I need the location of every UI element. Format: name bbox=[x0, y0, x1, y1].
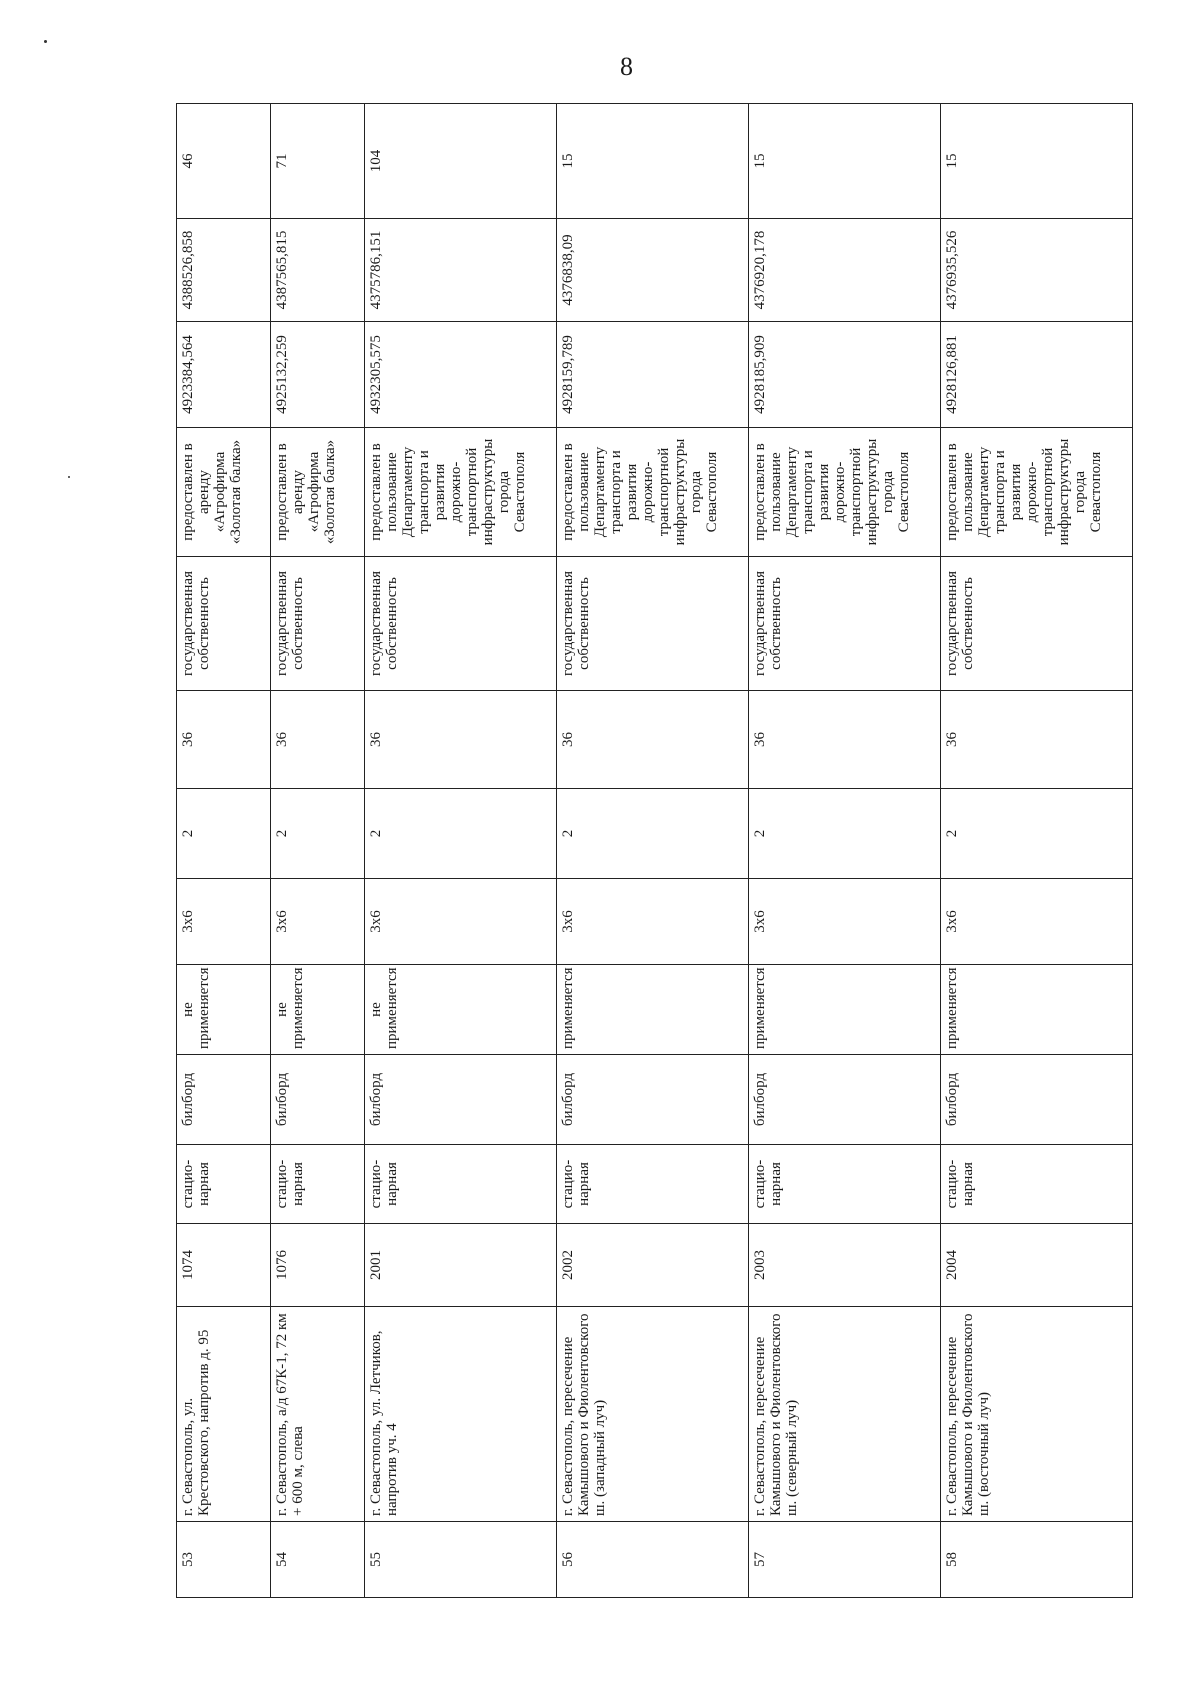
size-cell: 3х6 bbox=[557, 879, 749, 965]
status-cell: предоставлен в пользование Департаменту транспорта и развития дорожно-транспортной инфраструктуры города Севастополя bbox=[557, 428, 749, 557]
structure-code-cell: 2001 bbox=[365, 1224, 557, 1307]
lighting-cell: применяется bbox=[941, 965, 1133, 1055]
structure-type-cell: билборд bbox=[271, 1055, 365, 1145]
structure-code-cell: 2002 bbox=[557, 1224, 749, 1307]
area-cell: 36 bbox=[177, 691, 271, 789]
row-number-cell: 53 bbox=[177, 1522, 271, 1598]
coordinate-y-cell: 4387565,815 bbox=[271, 219, 365, 322]
coordinate-y-cell: 4388526,858 bbox=[177, 219, 271, 322]
ownership-cell: государственная собственность bbox=[365, 557, 557, 691]
sides-count-cell: 2 bbox=[749, 789, 941, 879]
ownership-cell: государственная собственность bbox=[177, 557, 271, 691]
structure-kind-cell: стацио-нарная bbox=[749, 1145, 941, 1224]
row-number-cell: 54 bbox=[271, 1522, 365, 1598]
status-cell: предоставлен в аренду «Агрофирма «Золотая балка» bbox=[271, 428, 365, 557]
coordinate-y-cell: 4375786,151 bbox=[365, 219, 557, 322]
coordinate-x-cell: 4925132,259 bbox=[271, 322, 365, 428]
sides-count-cell: 2 bbox=[941, 789, 1133, 879]
lighting-cell: применяется bbox=[749, 965, 941, 1055]
ownership-cell: государственная собственность bbox=[749, 557, 941, 691]
height-cell: 15 bbox=[941, 104, 1133, 219]
area-cell: 36 bbox=[749, 691, 941, 789]
advertising-structures-table bbox=[176, 103, 1133, 1598]
row-number-cell: 58 bbox=[941, 1522, 1133, 1598]
structure-code-cell: 1076 bbox=[271, 1224, 365, 1307]
scan-speck bbox=[68, 476, 70, 478]
area-cell: 36 bbox=[271, 691, 365, 789]
size-cell: 3х6 bbox=[271, 879, 365, 965]
sides-count-cell: 2 bbox=[557, 789, 749, 879]
structure-type-cell: билборд bbox=[365, 1055, 557, 1145]
status-cell: предоставлен в пользование Департаменту транспорта и развития дорожно-транспортной инфраструктуры города Севастополя bbox=[365, 428, 557, 557]
coordinate-y-cell: 4376920,178 bbox=[749, 219, 941, 322]
address-cell: г. Севастополь, ул. Летчиков, напротив уч. 4 bbox=[365, 1307, 557, 1522]
structure-kind-cell: стацио-нарная bbox=[177, 1145, 271, 1224]
structure-kind-cell: стацио-нарная bbox=[941, 1145, 1133, 1224]
ownership-cell: государственная собственность bbox=[557, 557, 749, 691]
ownership-cell: государственная собственность bbox=[941, 557, 1133, 691]
rotated-table-container bbox=[176, 104, 1107, 1598]
structure-code-cell: 1074 bbox=[177, 1224, 271, 1307]
coordinate-x-cell: 4928159,789 bbox=[557, 322, 749, 428]
structure-kind-cell: стацио-нарная bbox=[271, 1145, 365, 1224]
scan-speck bbox=[44, 40, 47, 43]
sides-count-cell: 2 bbox=[177, 789, 271, 879]
lighting-cell: не применяется bbox=[365, 965, 557, 1055]
address-cell: г. Севастополь, пересечение Камышового и Фиолентовского ш. (северный луч) bbox=[749, 1307, 941, 1522]
lighting-cell: не применяется bbox=[177, 965, 271, 1055]
structure-kind-cell: стацио-нарная bbox=[557, 1145, 749, 1224]
size-cell: 3х6 bbox=[749, 879, 941, 965]
area-cell: 36 bbox=[365, 691, 557, 789]
area-cell: 36 bbox=[941, 691, 1133, 789]
coordinate-x-cell: 4923384,564 bbox=[177, 322, 271, 428]
address-cell: г. Севастополь, пересечение Камышового и Фиолентовского ш. (восточный луч) bbox=[941, 1307, 1133, 1522]
address-cell: г. Севастополь, пересечение Камышового и Фиолентовского ш. (западный луч) bbox=[557, 1307, 749, 1522]
structure-code-cell: 2004 bbox=[941, 1224, 1133, 1307]
coordinate-x-cell: 4928126,881 bbox=[941, 322, 1133, 428]
table-row bbox=[557, 104, 749, 1598]
size-cell: 3х6 bbox=[365, 879, 557, 965]
status-cell: предоставлен в пользование Департаменту транспорта и развития дорожно-транспортной инфраструктуры города Севастополя bbox=[941, 428, 1133, 557]
structure-type-cell: билборд bbox=[177, 1055, 271, 1145]
row-number-cell: 55 bbox=[365, 1522, 557, 1598]
height-cell: 15 bbox=[749, 104, 941, 219]
structure-kind-cell: стацио-нарная bbox=[365, 1145, 557, 1224]
structure-type-cell: билборд bbox=[941, 1055, 1133, 1145]
address-cell: г. Севастополь, а/д 67К-1, 72 км + 600 м, слева bbox=[271, 1307, 365, 1522]
table-row bbox=[177, 104, 271, 1598]
size-cell: 3х6 bbox=[941, 879, 1133, 965]
lighting-cell: не применяется bbox=[271, 965, 365, 1055]
height-cell: 71 bbox=[271, 104, 365, 219]
status-cell: предоставлен в аренду «Агрофирма «Золотая балка» bbox=[177, 428, 271, 557]
structure-code-cell: 2003 bbox=[749, 1224, 941, 1307]
sides-count-cell: 2 bbox=[365, 789, 557, 879]
height-cell: 15 bbox=[557, 104, 749, 219]
lighting-cell: применяется bbox=[557, 965, 749, 1055]
size-cell: 3х6 bbox=[177, 879, 271, 965]
status-cell: предоставлен в пользование Департаменту транспорта и развития дорожно-транспортной инфраструктуры города Севастополя bbox=[749, 428, 941, 557]
coordinate-y-cell: 4376935,526 bbox=[941, 219, 1133, 322]
ownership-cell: государственная собственность bbox=[271, 557, 365, 691]
page-number: 8 bbox=[620, 52, 633, 81]
coordinate-y-cell: 4376838,09 bbox=[557, 219, 749, 322]
table-row bbox=[271, 104, 365, 1598]
row-number-cell: 57 bbox=[749, 1522, 941, 1598]
area-cell: 36 bbox=[557, 691, 749, 789]
coordinate-x-cell: 4928185,909 bbox=[749, 322, 941, 428]
table-body bbox=[177, 104, 1133, 1598]
row-number-cell: 56 bbox=[557, 1522, 749, 1598]
structure-type-cell: билборд bbox=[557, 1055, 749, 1145]
sides-count-cell: 2 bbox=[271, 789, 365, 879]
table-row bbox=[365, 104, 557, 1598]
structure-type-cell: билборд bbox=[749, 1055, 941, 1145]
height-cell: 46 bbox=[177, 104, 271, 219]
height-cell: 104 bbox=[365, 104, 557, 219]
address-cell: г. Севастополь, ул. Крестовского, напротив д. 95 bbox=[177, 1307, 271, 1522]
table-row bbox=[941, 104, 1133, 1598]
table-row bbox=[749, 104, 941, 1598]
coordinate-x-cell: 4932305,575 bbox=[365, 322, 557, 428]
